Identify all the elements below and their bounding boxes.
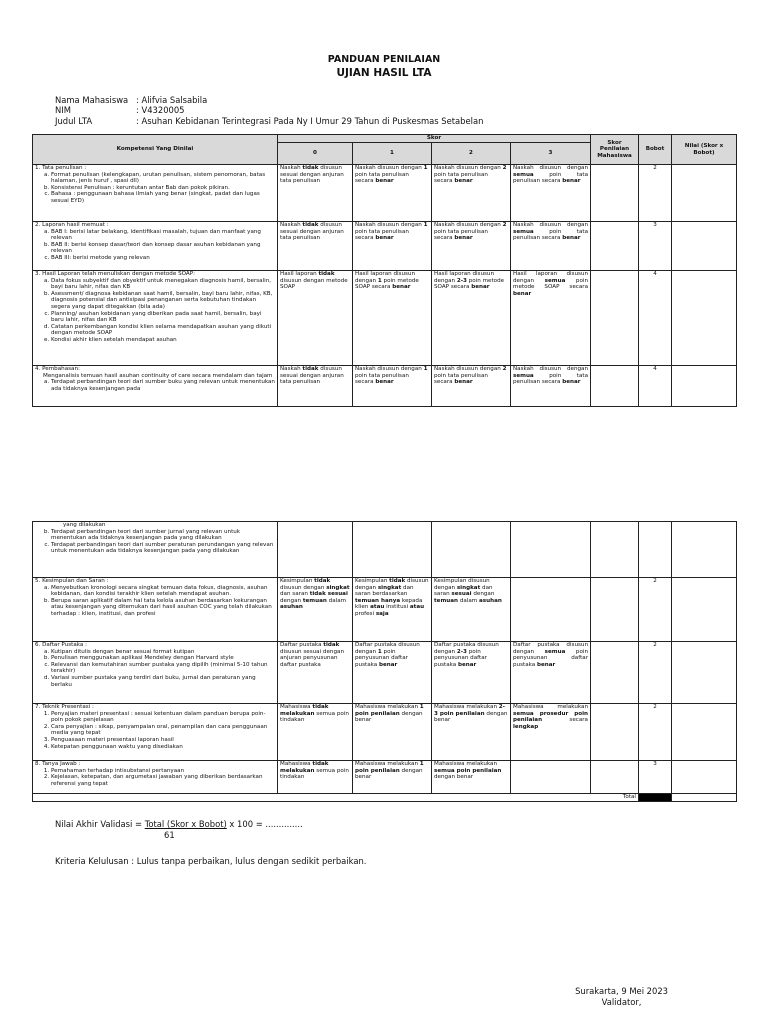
score-cell: Daftar pustaka tidak disusun sesuai dengan anjuran penyusunan daftar pustaka	[278, 642, 353, 704]
bobot-cell: 2	[639, 165, 672, 222]
criterion-title: 8. Tanya Jawab :	[35, 761, 81, 767]
score-cell: Naskah disusun dengan semua poin tata penulisan secara benar	[511, 165, 591, 222]
score-emphasis: singkat	[456, 584, 481, 591]
score-emphasis: benar	[378, 661, 398, 668]
score-emphasis: benar	[454, 178, 473, 185]
header-skor-mahasiswa: Skor Penilaian Mahasiswa	[591, 135, 639, 165]
nilai-cell	[672, 165, 737, 222]
student-score-cell	[591, 578, 639, 642]
criterion-title: 6. Daftar Pustaka :	[35, 642, 88, 648]
score-cell	[353, 522, 432, 578]
score-cell: Naskah disusun dengan semua poin tata penulisan secara benar	[511, 366, 591, 407]
student-score-cell	[591, 165, 639, 222]
bobot-cell: 2	[639, 578, 672, 642]
score-emphasis: benar	[562, 235, 581, 242]
header-nilai: Nilai (Skor x Bobot)	[672, 135, 737, 165]
header-score-1: 1	[353, 143, 432, 165]
bobot-cell: 4	[639, 366, 672, 407]
formula-numerator: Total (Skor x Bobot)	[144, 819, 227, 829]
score-emphasis: semua	[544, 648, 566, 655]
score-emphasis: semua	[513, 228, 534, 235]
score-emphasis: temuan	[302, 597, 327, 604]
score-emphasis: benar	[471, 284, 490, 291]
info-title-row	[55, 116, 483, 126]
final-score-formula	[55, 819, 303, 840]
total-row	[33, 794, 737, 802]
signature-block	[575, 986, 668, 1007]
list-item: c. Relevansi dan kemutahiran sumber pustaka yang dipilih (minimal 5-10 tahun terakhir)	[51, 662, 275, 675]
list-item: c. Bahasa : penggunaan bahasa ilmiah yang benar (singkat, padat dan lugas sesuai EYD)	[51, 191, 275, 204]
score-cell: Daftar pustaka disusun dengan semua poin penyusunan daftar pustaka benar	[511, 642, 591, 704]
header-bobot: Bobot	[639, 135, 672, 165]
formula-denominator: 61	[164, 830, 175, 840]
formula-prefix: Nilai Akhir Validasi =	[55, 819, 145, 829]
score-emphasis: benar	[457, 661, 477, 668]
criterion-list	[35, 229, 275, 262]
list-item: d. Catatan perkembangan kondisi klien selama mendapatkan asuhan yang dikuti dengan metode SOAP	[51, 324, 275, 337]
score-cell	[278, 522, 353, 578]
list-item: b. Penulisan menggunakan aplikasi Mendeley dengan Harvard style	[51, 655, 275, 662]
criterion-list	[35, 529, 275, 555]
nilai-cell	[672, 761, 737, 794]
student-score-cell	[591, 366, 639, 407]
bobot-cell: 4	[639, 271, 672, 366]
score-emphasis: asuhan	[479, 597, 502, 604]
list-item: c. Planning/ asuhan kebidanan yang diberikan pada saat hamil, bersalin, bayi baru lahir, nifas dan KB	[51, 311, 275, 324]
criterion-intro: Menganalisis temuan hasil asuhan continuity of care secara mendalam dan tajam	[43, 372, 273, 379]
table-row	[33, 642, 737, 704]
score-emphasis: 1	[423, 366, 428, 372]
score-emphasis: benar	[375, 235, 394, 242]
student-info	[55, 95, 483, 126]
criterion-cell	[33, 165, 278, 222]
info-label: Judul LTA	[55, 115, 93, 126]
student-score-cell	[591, 761, 639, 794]
criterion-list	[35, 711, 275, 751]
score-emphasis: tidak melakukan	[280, 761, 329, 774]
score-emphasis: benar	[392, 284, 411, 291]
score-emphasis: tidak sesuai	[309, 591, 348, 598]
criterion-cell	[33, 642, 278, 704]
score-emphasis: tidak	[302, 366, 319, 372]
score-emphasis: singkat	[377, 584, 402, 591]
assessment-table-page2	[32, 521, 737, 802]
score-emphasis: semua poin penilaian	[434, 767, 502, 774]
list-item: 4. Ketepatan penggunaan waktu yang disediakan	[51, 744, 275, 751]
doc-subtitle: UJIAN HASIL LTA	[336, 67, 432, 79]
assessment-table-page1	[32, 134, 737, 407]
list-item: a. Data fokus subyektif dan obyektif untuk menegakan diagnosis hamil, bersalin, bayi baru lahir, nifas dan KB	[51, 278, 275, 291]
score-emphasis: 2	[502, 222, 507, 228]
criterion-list	[35, 278, 275, 344]
criterion-continuation: yang dilakukan	[63, 522, 106, 528]
nilai-cell	[672, 271, 737, 366]
score-cell: Naskah disusun dengan 2 poin tata penulisan secara benar	[432, 366, 511, 407]
score-cell: Kesimpulan tidak disusun dengan singkat dan saran berdasarkan temuan hanya kepada klien atau institusi atau profesi saja	[353, 578, 432, 642]
score-cell	[511, 578, 591, 642]
criterion-cell	[33, 522, 278, 578]
header-score-3: 3	[511, 143, 591, 165]
score-emphasis: temuan	[434, 597, 459, 604]
score-emphasis: benar	[375, 178, 394, 185]
nilai-cell	[672, 578, 737, 642]
score-cell: Daftar pustaka disusun dengan 2-3 poin penyusunan daftar pustaka benar	[432, 642, 511, 704]
score-emphasis: semua prosedur poin penilaian	[513, 710, 588, 724]
score-emphasis: benar	[562, 379, 581, 386]
score-emphasis: 2	[502, 165, 507, 171]
criterion-cell	[33, 761, 278, 794]
score-emphasis: 1 poin penilaian	[355, 704, 424, 717]
list-item: 2. Kejelasan, ketepatan, dan argumetasi jawaban yang diberikan berdasarkan referensi yang tepat	[51, 774, 275, 787]
score-emphasis: sesuai	[451, 591, 472, 598]
criterion-list	[35, 379, 275, 392]
score-emphasis: saja	[375, 610, 389, 617]
score-emphasis: 2	[502, 366, 507, 372]
criterion-title: 2. Laporan hasil memuat :	[35, 222, 109, 228]
info-nim-row	[55, 105, 483, 115]
list-item: a. Menyebutkan kronologi secara singkat temuan data fokus, diagnosis, asuhan kebidanan, dan kondisi terakhir klien setelah mendapat asuhan.	[51, 585, 275, 598]
score-cell: Hasil laporan disusun dengan semua poin metode SOAP secara benar	[511, 271, 591, 366]
score-cell: Naskah disusun dengan 1 poin tata penulisan secara benar	[353, 165, 432, 222]
list-item: d. Variasi sumber pustaka yang terdiri dari buku, jurnal dan peraturan yang berlaku	[51, 675, 275, 688]
score-emphasis: atau	[370, 604, 385, 611]
info-value: : Alifvia Salsabila	[136, 95, 208, 105]
bobot-cell: 3	[639, 222, 672, 271]
score-emphasis: 1	[423, 222, 428, 228]
criterion-list	[35, 768, 275, 788]
criterion-cell	[33, 578, 278, 642]
score-emphasis: tidak	[389, 578, 406, 584]
list-item: 3. Penguasaan materi presentasi laporan hasil	[51, 737, 275, 744]
total-value-cell	[672, 794, 737, 802]
score-cell: Daftar pustaka disusun dengan 1 poin penyusunan daftar pustaka benar	[353, 642, 432, 704]
student-score-cell	[591, 222, 639, 271]
list-item: a. Format penulisan (kelengkapan, urutan penulisan, sistem penomoran, batas halaman, jenis huruf , spasi dll)	[51, 172, 275, 185]
criterion-list	[35, 172, 275, 205]
bobot-cell: 2	[639, 704, 672, 761]
score-emphasis: tidak	[302, 165, 319, 171]
list-item: a. Terdapat perbandingan teori dari sumber buku yang relevan untuk menentukan ada tidaknya kesenjangan pada	[51, 379, 275, 392]
score-cell: Hasil laporan disusun dengan 1 poin metode SOAP secara benar	[353, 271, 432, 366]
score-cell: Mahasiswa melakukan semua prosedur poin penilaian secara lengkap	[511, 704, 591, 761]
score-emphasis: benar	[562, 178, 581, 185]
criterion-title: 1. Tata penulisan :	[35, 165, 87, 171]
student-score-cell	[591, 522, 639, 578]
score-emphasis: benar	[536, 661, 556, 668]
score-cell: Kesimpulan disusun dengan singkat dan saran sesuai dengan temuan dalam asuhan	[432, 578, 511, 642]
score-cell: Mahasiswa melakukan 2-3 poin penilaian dengan benar	[432, 704, 511, 761]
score-cell: Naskah disusun dengan semua poin tata penulisan secara benar	[511, 222, 591, 271]
signature-role: Validator,	[601, 996, 642, 1007]
score-cell: Naskah disusun dengan 1 poin tata penulisan secara benar	[353, 366, 432, 407]
score-cell: Naskah disusun dengan 2 poin tata penulisan secara benar	[432, 165, 511, 222]
score-emphasis: 1	[377, 648, 382, 655]
student-score-cell	[591, 642, 639, 704]
score-cell	[511, 522, 591, 578]
score-emphasis: atau	[409, 604, 425, 611]
score-emphasis: benar	[454, 235, 473, 242]
table-row	[33, 271, 737, 366]
info-label: NIM	[55, 105, 71, 116]
table-row	[33, 366, 737, 407]
score-cell	[511, 761, 591, 794]
criterion-cell	[33, 222, 278, 271]
score-emphasis: benar	[454, 379, 473, 386]
header-score-2: 2	[432, 143, 511, 165]
score-emphasis: tidak	[323, 642, 340, 648]
list-item: e. Kondisi akhir klien setelah mendapat asuhan	[51, 337, 275, 344]
info-label: Nama Mahasiswa	[55, 95, 129, 105]
score-emphasis: temuan hanya	[355, 597, 401, 604]
list-item: 1. Penyajian materi presentasi : sesuai ketentuan dalam panduan berupa poin-poin pokok penjelasan	[51, 711, 275, 724]
criterion-cell	[33, 271, 278, 366]
score-emphasis: 2-3	[456, 277, 467, 284]
list-item: 1. Pemahaman terhadap intisubstansi pertanyaan	[51, 768, 275, 775]
bobot-cell: 2	[639, 642, 672, 704]
score-emphasis: benar	[513, 290, 532, 297]
table-row	[33, 761, 737, 794]
header-kompetensi: Kompetensi Yang Dinilai	[33, 135, 278, 165]
table-row	[33, 222, 737, 271]
score-emphasis: tidak	[314, 578, 331, 584]
list-item: b. Konsistensi Penulisan : keruntutan antar Bab dan pokok pikiran.	[51, 185, 275, 192]
score-cell: Naskah disusun dengan 1 poin tata penulisan secara benar	[353, 222, 432, 271]
list-item: 2. Cara penyajian : sikap, penyampaian oral, penampilan dan cara penggunaan media yang tepat	[51, 724, 275, 737]
score-emphasis: 1	[423, 165, 428, 171]
info-value: : Asuhan Kebidanan Terintegrasi Pada Ny I Umur 29 Tahun di Puskesmas Setabelan	[136, 115, 484, 126]
list-item: b. Berupa saran aplikatif dalam hal tata kelola asuhan berdasarkan kekurangan atau kesenjangan yang ditemukan dari hasil asuhan COC yang telah dilakukan terhadap : klien, institusi, dan profesi	[51, 598, 275, 618]
score-cell: Naskah disusun dengan 2 poin tata penulisan secara benar	[432, 222, 511, 271]
score-emphasis: 1	[377, 277, 382, 284]
total-bobot-cell	[639, 794, 672, 802]
score-emphasis: 2-3	[456, 648, 467, 655]
criterion-list	[35, 585, 275, 618]
header-score-0: 0	[278, 143, 353, 165]
list-item: c. BAB III: berisi metode yang relevan	[51, 255, 275, 262]
table-row	[33, 165, 737, 222]
info-name-row	[55, 95, 483, 105]
score-cell: Naskah tidak disusun sesuai dengan anjuran tata penulisan	[278, 165, 353, 222]
doc-title: PANDUAN PENILAIAN	[327, 54, 441, 65]
signature-place-date: Surakarta, 9 Mei 2023	[575, 986, 668, 996]
nilai-cell	[672, 704, 737, 761]
list-item: a. BAB I: berisi latar belakang, identifikasi masalah, tujuan dan manfaat yang relevan	[51, 229, 275, 242]
score-cell	[432, 522, 511, 578]
list-item: b. BAB II: berisi konsep dasar/teori dan konsep dasar asuhan kebidanan yang relevan	[51, 242, 275, 255]
score-cell: Mahasiswa melakukan 1 poin penilaian dengan benar	[353, 761, 432, 794]
nilai-cell	[672, 642, 737, 704]
score-cell: Naskah tidak disusun sesuai dengan anjuran tata penulisan	[278, 222, 353, 271]
score-emphasis: benar	[375, 379, 394, 386]
score-emphasis: tidak	[318, 271, 335, 277]
total-label: Total	[33, 794, 639, 802]
criterion-title: 5. Kesimpulan dan Saran :	[35, 578, 109, 584]
table-row	[33, 578, 737, 642]
score-emphasis: asuhan	[280, 604, 303, 611]
nilai-cell	[672, 522, 737, 578]
criterion-cell	[33, 704, 278, 761]
info-value: : V4320005	[136, 105, 185, 116]
list-item: b. Terdapat perbandingan teori dari sumber jurnal yang relevan untuk menentukan ada tidaknya kesenjangan pada yang dilakukan	[51, 529, 275, 542]
header-skor: Skor	[278, 135, 591, 143]
formula-suffix: x 100 = ..............	[226, 819, 303, 829]
score-emphasis: 1 poin penilaian	[355, 761, 424, 774]
score-cell: Mahasiswa melakukan 1 poin penilaian dengan benar	[353, 704, 432, 761]
score-emphasis: semua	[513, 171, 534, 178]
score-cell: Mahasiswa tidak melakukan semua poin tindakan	[278, 704, 353, 761]
criterion-title: 7. Teknik Presentasi :	[35, 704, 94, 710]
criterion-title: 3. Hasil Laporan telah menuliskan dengan metode SOAP:	[35, 271, 196, 277]
nilai-cell	[672, 222, 737, 271]
list-item: a. Kutipan ditulis dengan benar sesuai format kutipan	[51, 649, 275, 656]
score-cell: Naskah tidak disusun sesuai dengan anjuran tata penulisan	[278, 366, 353, 407]
list-item: b. Asessment/ diagnosa kebidanan saat hamil, bersalin, bayi baru lahir, nifas, KB, diagnosis potensial dan antisipasi penanganan serta kebutuhan tindakan segera yang dapat ditegakkan (bila ada)	[51, 291, 275, 311]
student-score-cell	[591, 704, 639, 761]
graduation-criteria: Kriteria Kelulusan : Lulus tanpa perbaikan, lulus dengan sedikit perbaikan.	[55, 856, 367, 866]
bobot-cell: 3	[639, 761, 672, 794]
nilai-cell	[672, 366, 737, 407]
score-emphasis: lengkap	[513, 723, 539, 730]
score-cell: Kesimpulan tidak disusun dengan singkat dan saran tidak sesuai dengan temuan dalam asuhan	[278, 578, 353, 642]
score-emphasis: tidak	[302, 222, 319, 228]
table-row	[33, 704, 737, 761]
student-score-cell	[591, 271, 639, 366]
score-cell: Hasil laporan tidak disusun dengan metode SOAP	[278, 271, 353, 366]
criterion-cell	[33, 366, 278, 407]
score-emphasis: 2-3 poin penilaian	[434, 704, 505, 717]
score-cell: Mahasiswa tidak melakukan semua poin tindakan	[278, 761, 353, 794]
score-cell: Mahasiswa melakukan semua poin penilaian dengan benar	[432, 761, 511, 794]
bobot-cell	[639, 522, 672, 578]
table-row	[33, 522, 737, 578]
score-cell: Hasil laporan disusun dengan 2-3 poin metode SOAP secara benar	[432, 271, 511, 366]
score-emphasis: semua	[544, 277, 566, 284]
list-item: c. Terdapat perbandingan teori dari sumber peraturan perundangan yang relevan untuk menentukan ada tidaknya kesenjangan pada yang dilakukan	[51, 542, 275, 555]
score-emphasis: semua	[513, 372, 534, 379]
criterion-list	[35, 649, 275, 689]
score-emphasis: singkat	[326, 584, 350, 591]
criterion-title: 4. Pembahasan:	[35, 366, 80, 372]
score-emphasis: tidak melakukan	[280, 704, 329, 717]
